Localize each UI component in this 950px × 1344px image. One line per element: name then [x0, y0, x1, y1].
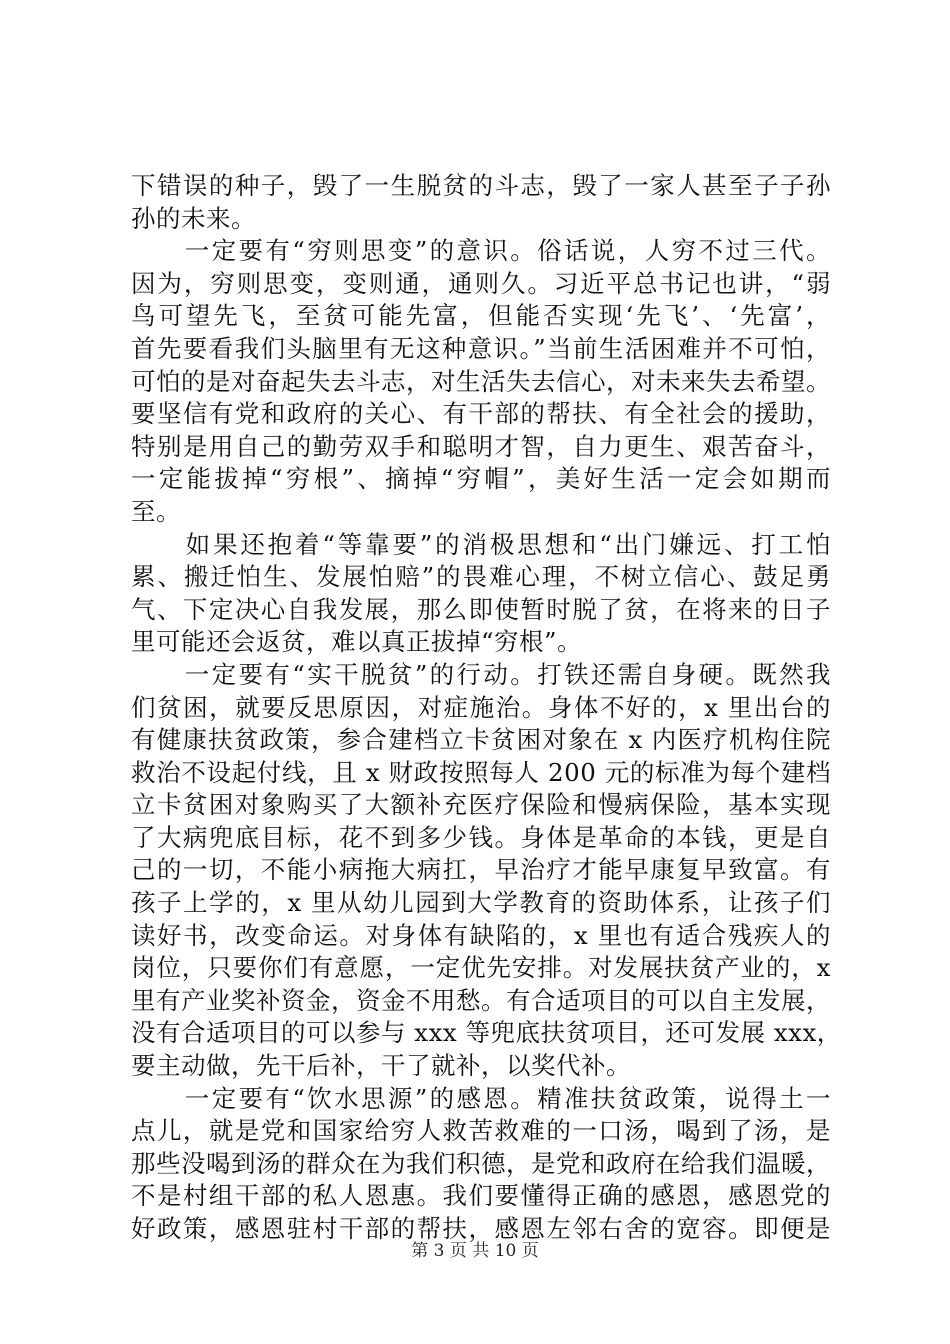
text-line: 己的一切，不能小病拖大病扛，早治疗才能早康复早致富。有 [131, 855, 831, 885]
text-line: 有健康扶贫政策，参合建档立卡贫困对象在 x 内医疗机构住院 [131, 725, 831, 755]
text-line: 鸟可望先飞，至贫可能先富，但能否实现‘先飞’、‘先富’， [131, 301, 831, 331]
page-footer: 第 3 页 共 10 页 [411, 1241, 539, 1261]
text-line: 下错误的种子，毁了一生脱贫的斗志，毁了一家人甚至子子孙 [131, 171, 831, 200]
text-line: 读好书，改变命运。对身体有缺陷的，x 里也有适合残疾人的 [131, 920, 831, 950]
text-line: 岗位，只要你们有意愿，一定优先安排。对发展扶贫产业的，x [131, 953, 831, 983]
text-line: 不是村组干部的私人恩惠。我们要懂得正确的感恩，感恩党的 [131, 1181, 831, 1211]
document-body [131, 170, 842, 1246]
text-line: 一定要有“饮水思源”的感恩。精准扶贫政策，说得土一 [131, 1083, 831, 1113]
text-line: 至。 [131, 496, 181, 526]
text-line: 气、下定决心自我发展，那么即使暂时脱了贫，在将来的日子 [131, 594, 831, 624]
text-line: 因为，穷则思变，变则通，通则久。习近平总书记也讲，“弱 [131, 268, 831, 298]
text-line: 一定能拔掉“穷根”、摘掉“穷帽”，美好生活一定会如期而 [131, 464, 831, 494]
text-line: 了大病兜底目标，花不到多少钱。身体是革命的本钱，更是自 [131, 822, 831, 852]
text-line: 立卡贫困对象购买了大额补充医疗保险和慢病保险，基本实现 [131, 790, 831, 820]
text-line: 没有合适项目的可以参与 xxx 等兜底扶贫项目，还可发展 xxx， [131, 1018, 842, 1048]
text-line: 里可能还会返贫，难以真正拔掉“穷根”。 [131, 627, 583, 657]
text-line: 一定要有“实干脱贫”的行动。打铁还需自身硬。既然我 [131, 659, 831, 689]
text-line: 孙的未来。 [131, 203, 256, 233]
text-line: 一定要有“穷则思变”的意识。俗话说，人穷不过三代。 [131, 236, 831, 266]
text-line: 点儿，就是党和国家给穷人救苦救难的一口汤，喝到了汤，是 [131, 1116, 831, 1146]
text-line: 孩子上学的，x 里从幼儿园到大学教育的资助体系，让孩子们 [131, 888, 831, 918]
text-line: 累、搬迁怕生、发展怕赔”的畏难心理，不树立信心、鼓足勇 [131, 562, 831, 592]
text-line: 里有产业奖补资金，资金不用愁。有合适项目的可以自主发展， [131, 985, 831, 1015]
text-line: 可怕的是对奋起失去斗志，对生活失去信心，对未来失去希望。 [131, 366, 831, 396]
text-line: 要坚信有党和政府的关心、有干部的帮扶、有全社会的援助， [131, 399, 831, 429]
text-line: 救治不设起付线，且 x 财政按照每人 200 元的标准为每个建档 [131, 757, 831, 787]
text-line: 特别是用自己的勤劳双手和聪明才智，自力更生、艰苦奋斗， [131, 431, 831, 461]
text-line: 好政策，感恩驻村干部的帮扶，感恩左邻右舍的宽容。即便是 [131, 1214, 831, 1243]
text-line: 首先要看我们头脑里有无这种意识。”当前生活困难并不可怕， [131, 333, 831, 363]
text-line: 那些没喝到汤的群众在为我们积德，是党和政府在给我们温暖， [131, 1148, 831, 1178]
text-line: 们贫困，就要反思原因，对症施治。身体不好的，x 里出台的 [131, 692, 831, 722]
text-line: 如果还抱着“等靠要”的消极思想和“出门嫌远、打工怕 [131, 529, 831, 559]
text-line: 要主动做，先干后补，干了就补，以奖代补。 [131, 1051, 631, 1081]
